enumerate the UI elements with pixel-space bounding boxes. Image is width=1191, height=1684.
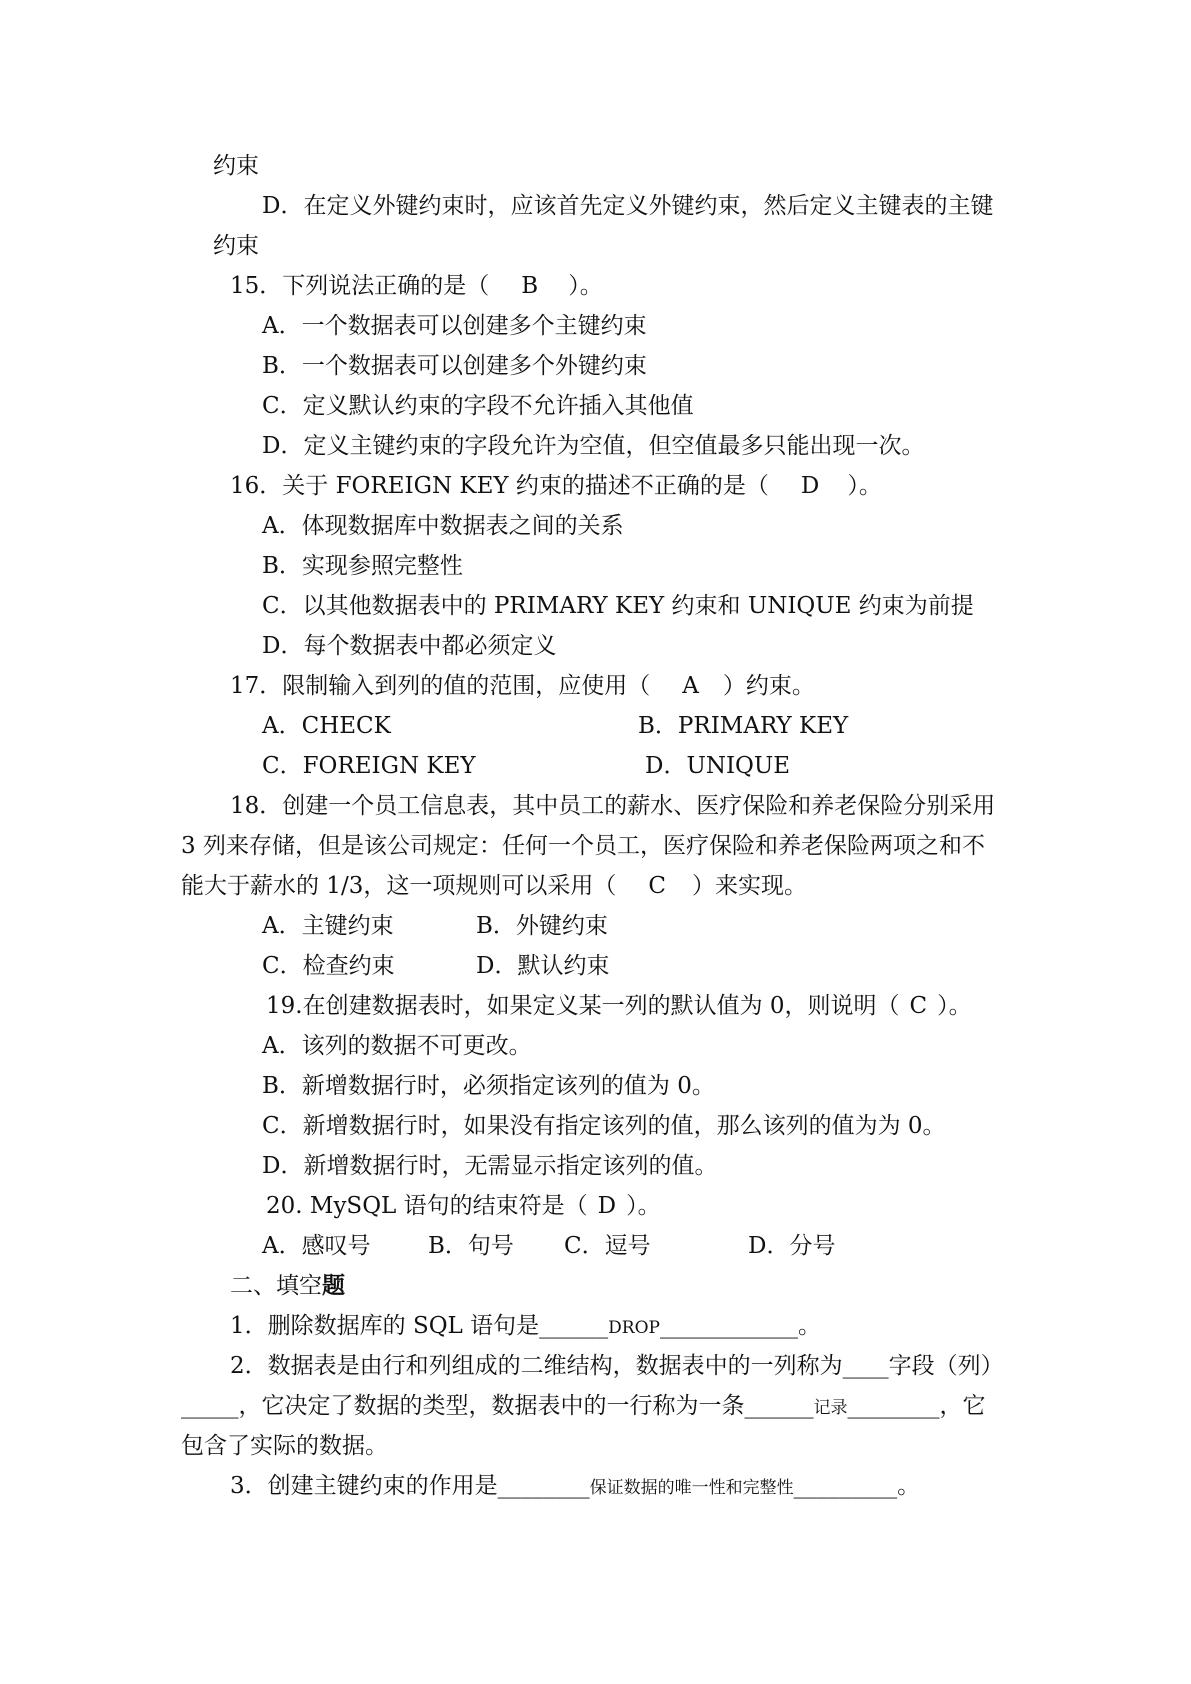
prev-option-d-continuation: 约束 [213,233,259,259]
fill-3-suffix: 。 [897,1473,921,1499]
fill-1-suffix: 。 [797,1313,821,1339]
question-18-answer: C [648,873,666,899]
fill-2-prefix: 2．数据表是由行和列组成的二维结构，数据表中的一列称为 [230,1353,843,1379]
question-15-option-b: B．一个数据表可以创建多个外键约束 [262,353,647,379]
fill-2-answer2: 记录 [813,1398,848,1418]
question-15-stem-suffix: ）。 [568,273,603,299]
fill-3-prefix: 3．创建主键约束的作用是 [230,1473,498,1499]
question-20-answer: D [597,1193,617,1219]
section-heading-bold: 题 [322,1272,345,1299]
fill-3-answer: 保证数据的唯一性和完整性 [589,1478,794,1498]
question-19-stem [266,986,972,1026]
question-15-answer: B [521,273,539,299]
prev-option-c-continuation: 约束 [213,153,259,179]
question-16-answer: D [800,473,820,499]
question-17-stem [230,666,815,706]
prev-option-d: D．在定义外键约束时，应该首先定义外键约束，然后定义主键表的主键 [262,193,994,219]
question-18-option-b: B．外键约束 [476,913,608,939]
question-18-option-d: D．默认约束 [476,953,610,979]
fill-question-1 [230,1306,821,1346]
question-20-option-b: B．句号 [428,1233,514,1259]
question-16-option-d: D．每个数据表中都必须定义 [262,633,557,659]
fill-2-tail1: ，它 [939,1393,986,1419]
question-17-answer: A [682,673,699,699]
question-18-stem-line1: 18．创建一个员工信息表，其中员工的薪水、医疗保险和养老保险分别采用 [230,793,996,819]
question-16-option-c: C．以其他数据表中的 PRIMARY KEY 约束和 UNIQUE 约束为前提 [262,593,974,619]
fill-question-3 [230,1466,920,1506]
question-18-stem-prefix: 能大于薪水的 1/3，这一项规则可以采用（ [181,873,617,899]
question-17-stem-prefix: 17．限制输入到列的值的范围，应使用（ [230,673,651,699]
fill-question-2-line3: 包含了实际的数据。 [181,1433,388,1459]
section-heading-text: 二、填空 [230,1273,322,1299]
fill-2-blank2-before: ______ [744,1393,814,1419]
question-19-stem-suffix: ）。 [937,993,972,1019]
fill-2-blank1-before: ____ [842,1353,889,1379]
question-19-option-b: B．新增数据行时，必须指定该列的值为 0。 [262,1073,715,1099]
question-18-stem-line3 [181,866,807,906]
question-18-option-a: A．主键约束 [262,913,394,939]
question-18-stem-suffix: ）来实现。 [691,873,807,899]
question-15-option-a: A．一个数据表可以创建多个主键约束 [262,313,647,339]
fill-2-mid: ，它决定了数据的类型，数据表中的一行称为一条 [238,1393,745,1419]
fill-3-blank-before: ________ [497,1473,590,1499]
fill-3-blank-after: _________ [793,1473,898,1499]
question-18-option-c: C．检查约束 [262,953,395,979]
question-16-stem [230,466,882,506]
fill-question-2-line2 [181,1386,986,1426]
question-20-option-a: A．感叹号 [262,1233,371,1259]
fill-2-blank1-after: _____ [181,1393,239,1419]
question-20-stem [266,1186,661,1226]
question-20-stem-prefix: 20. MySQL 语句的结束符是（ [266,1193,588,1219]
fill-1-blank-before: ______ [539,1313,609,1339]
question-17-option-a: A．CHECK [262,713,391,739]
question-15-stem-prefix: 15．下列说法正确的是（ [230,273,490,299]
fill-1-blank-after: ____________ [659,1313,798,1339]
question-16-stem-suffix: ）。 [847,473,882,499]
question-17-option-c: C．FOREIGN KEY [262,753,476,779]
question-17-stem-suffix: ）约束。 [722,673,815,699]
section-heading [230,1266,345,1306]
question-20-stem-suffix: ）。 [626,1193,661,1219]
fill-question-2-line1 [230,1346,1004,1386]
question-17-option-b: B．PRIMARY KEY [638,713,849,739]
question-16-option-a: A．体现数据库中数据表之间的关系 [262,513,624,539]
question-20-option-d: D．分号 [748,1233,836,1259]
question-19-stem-prefix: 19.在创建数据表时，如果定义某一列的默认值为 0，则说明（ [266,993,900,1019]
question-15-option-d: D．定义主键约束的字段允许为空值，但空值最多只能出现一次。 [262,433,925,459]
fill-1-answer: DROP [608,1318,660,1338]
question-19-answer: C [909,993,928,1019]
question-19-option-d: D．新增数据行时，无需显示指定该列的值。 [262,1153,718,1179]
question-18-stem-line2: 3 列来存储，但是该公司规定：任何一个员工，医疗保险和养老保险两项之和不 [181,833,985,859]
fill-2-blank2-after: ________ [847,1393,940,1419]
fill-1-prefix: 1．删除数据库的 SQL 语句是 [230,1313,540,1339]
question-19-option-a: A．该列的数据不可更改。 [262,1033,532,1059]
question-20-option-c: C．逗号 [564,1233,651,1259]
question-15-option-c: C．定义默认约束的字段不允许插入其他值 [262,393,694,419]
question-15-stem [230,266,603,306]
fill-2-answer1: 字段（列） [888,1353,1004,1379]
question-17-option-d: D．UNIQUE [645,753,791,779]
question-19-option-c: C．新增数据行时，如果没有指定该列的值，那么该列的值为为 0。 [262,1113,946,1139]
question-16-stem-prefix: 16．关于 FOREIGN KEY 约束的描述不正确的是（ [230,473,769,499]
question-16-option-b: B．实现参照完整性 [262,553,463,579]
